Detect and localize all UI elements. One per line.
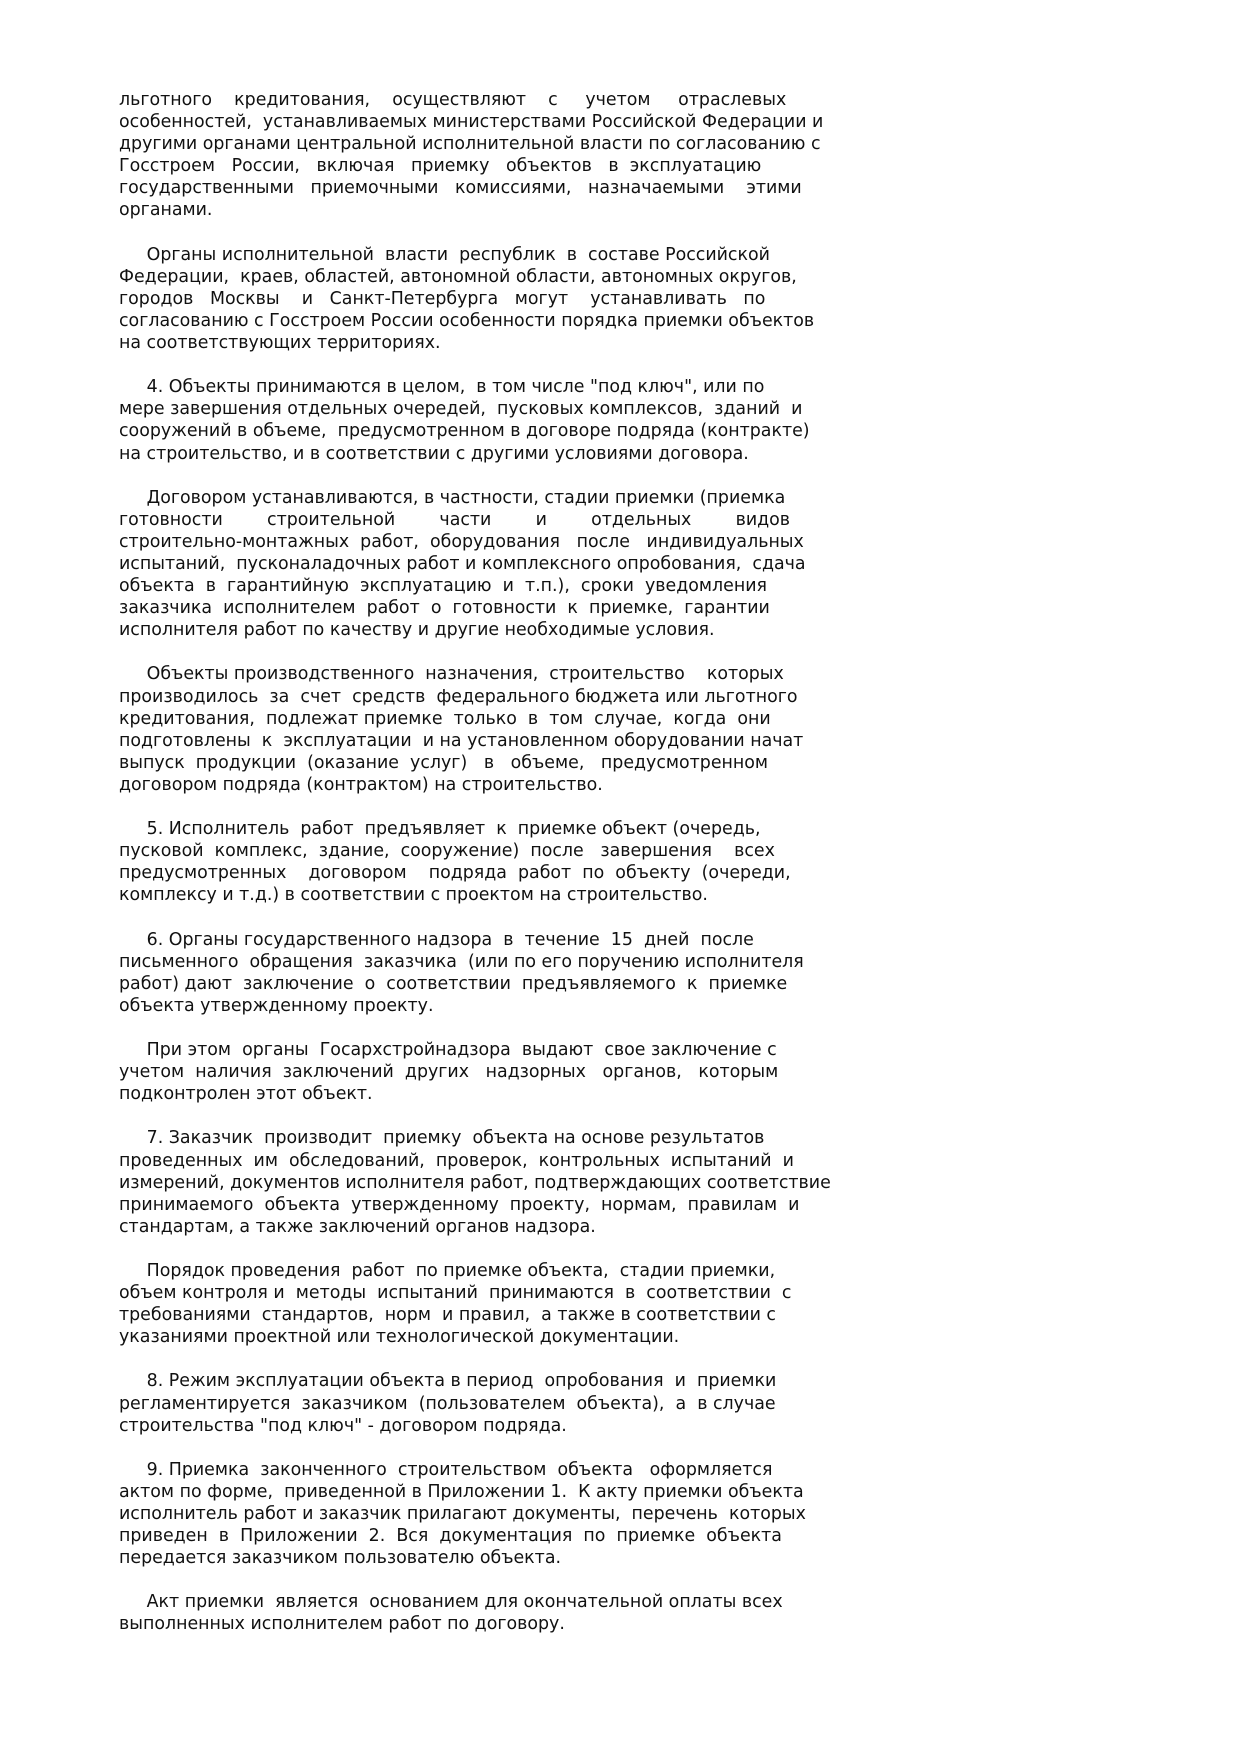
text-line: указаниями проектной или технологической документации. [119,1327,680,1348]
text-line: строительства "под ключ" - договором подряда. [119,1415,567,1436]
text-line: Объекты производственного назначения, строительство которых [119,664,784,685]
text-line: согласованию с Госстроем России особенности порядка приемки объектов [119,310,815,331]
paragraph-7 [119,1039,1129,1105]
text-line: государственными приемочными комиссиями, назначаемыми этими [119,178,802,199]
text-line: готовности строительной части и отдельных видов [119,509,791,530]
text-line: выполненных исполнителем работ по договору. [119,1614,565,1635]
text-line: органами. [119,200,213,221]
text-line: производилось за счет средств федерального бюджета или льготного [119,686,798,707]
text-line: комплексу и т.д.) в соответствии с проектом на строительство. [119,885,708,906]
text-line: особенностей, устанавливаемых министерствами Российской Федерации и [119,112,824,133]
text-line: Федерации, краев, областей, автономной области, автономных округов, [119,266,797,287]
text-line: проведенных им обследований, проверок, контрольных испытаний и [119,1150,794,1171]
text-line: городов Москвы и Санкт-Петербурга могут устанавливать по [119,288,766,309]
text-line: заказчика исполнителем работ о готовности к приемке, гарантии [119,598,770,619]
text-line: на строительство, и в соответствии с другими условиями договора. [119,443,749,464]
paragraph-1 [119,244,1129,354]
text-line: подготовлены к эксплуатации и на установленном оборудовании начат [119,730,804,751]
text-line: исполнителя работ по качеству и другие необходимые условия. [119,620,715,641]
text-line: льготного кредитования, осуществляют с учетом отраслевых [119,90,787,110]
text-line: Госстроем России, включая приемку объектов в эксплуатацию [119,156,762,177]
paragraph-11 [119,1459,1129,1569]
text-line: 5. Исполнитель работ предъявляет к приемке объект (очередь, [119,819,761,840]
text-line: Акт приемки является основанием для окончательной оплаты всех [119,1592,783,1613]
text-line: Порядок проведения работ по приемке объекта, стадии приемки, [119,1260,776,1281]
paragraph-4 [119,663,1129,796]
text-line: работ) дают заключение о соответствии предъявляемого к приемке [119,973,788,994]
text-line: При этом органы Госархстройнадзора выдают свое заключение с [119,1040,777,1061]
text-line: подконтролен этот объект. [119,1084,373,1105]
text-line: стандартам, а также заключений органов надзора. [119,1216,596,1237]
text-line: объем контроля и методы испытаний принимаются в соответствии с [119,1283,792,1304]
paragraph-2 [119,376,1129,464]
text-line: приведен в Приложении 2. Вся документация по приемке объекта [119,1526,782,1547]
paragraph-3 [119,487,1129,642]
paragraph-10 [119,1370,1129,1436]
text-line: передается заказчиком пользователю объекта. [119,1548,562,1569]
text-line: принимаемого объекта утвержденному проекту, нормам, правилам и [119,1194,800,1215]
text-line: письменного обращения заказчика (или по его поручению исполнителя [119,951,804,972]
text-line: сооружений в объеме, предусмотренном в договоре подряда (контракте) [119,421,810,442]
paragraph-0 [119,89,1129,222]
text-line: 4. Объекты принимаются в целом, в том числе "под ключ", или по [119,377,765,398]
text-line: измерений, документов исполнителя работ, подтверждающих соответствие [119,1172,831,1193]
text-line: 9. Приемка законченного строительством объекта оформляется [119,1459,773,1480]
paragraph-12 [119,1591,1129,1635]
document-page [119,89,1129,1658]
text-line: учетом наличия заключений других надзорных органов, которым [119,1062,779,1083]
text-line: объекта утвержденному проекту. [119,995,434,1016]
text-line: 6. Органы государственного надзора в течение 15 дней после [119,929,754,950]
text-line: регламентируется заказчиком (пользователем объекта), а в случае [119,1393,776,1414]
paragraph-5 [119,818,1129,906]
text-line: 8. Режим эксплуатации объекта в период опробования и приемки [119,1371,777,1392]
text-line: актом по форме, приведенной в Приложении 1. К акту приемки объекта [119,1481,804,1502]
text-line: исполнитель работ и заказчик прилагают документы, перечень которых [119,1504,806,1524]
text-line: Договором устанавливаются, в частности, стадии приемки (приемка [119,487,786,508]
text-line: объекта в гарантийную эксплуатацию и т.п.), сроки уведомления [119,576,767,597]
text-line: кредитования, подлежат приемке только в том случае, когда они [119,708,771,729]
text-line: на соответствующих территориях. [119,333,441,354]
text-line: договором подряда (контрактом) на строительство. [119,774,603,795]
text-line: испытаний, пусконаладочных работ и комплексного опробования, сдача [119,553,806,574]
text-line: предусмотренных договором подряда работ по объекту (очереди, [119,863,791,884]
text-line: пусковой комплекс, здание, сооружение) после завершения всех [119,841,775,862]
text-line: 7. Заказчик производит приемку объекта на основе результатов [119,1128,765,1149]
paragraph-8 [119,1127,1129,1237]
text-line: другими органами центральной исполнительной власти по согласованию с [119,134,821,155]
paragraph-9 [119,1260,1129,1348]
text-line: строительно-монтажных работ, оборудования после индивидуальных [119,531,804,552]
text-line: требованиями стандартов, норм и правил, а также в соответствии с [119,1305,776,1326]
text-line: мере завершения отдельных очередей, пусковых комплексов, зданий и [119,399,803,420]
text-line: Органы исполнительной власти республик в составе Российской [119,244,770,265]
text-line: выпуск продукции (оказание услуг) в объеме, предусмотренном [119,752,769,773]
paragraph-6 [119,929,1129,1017]
